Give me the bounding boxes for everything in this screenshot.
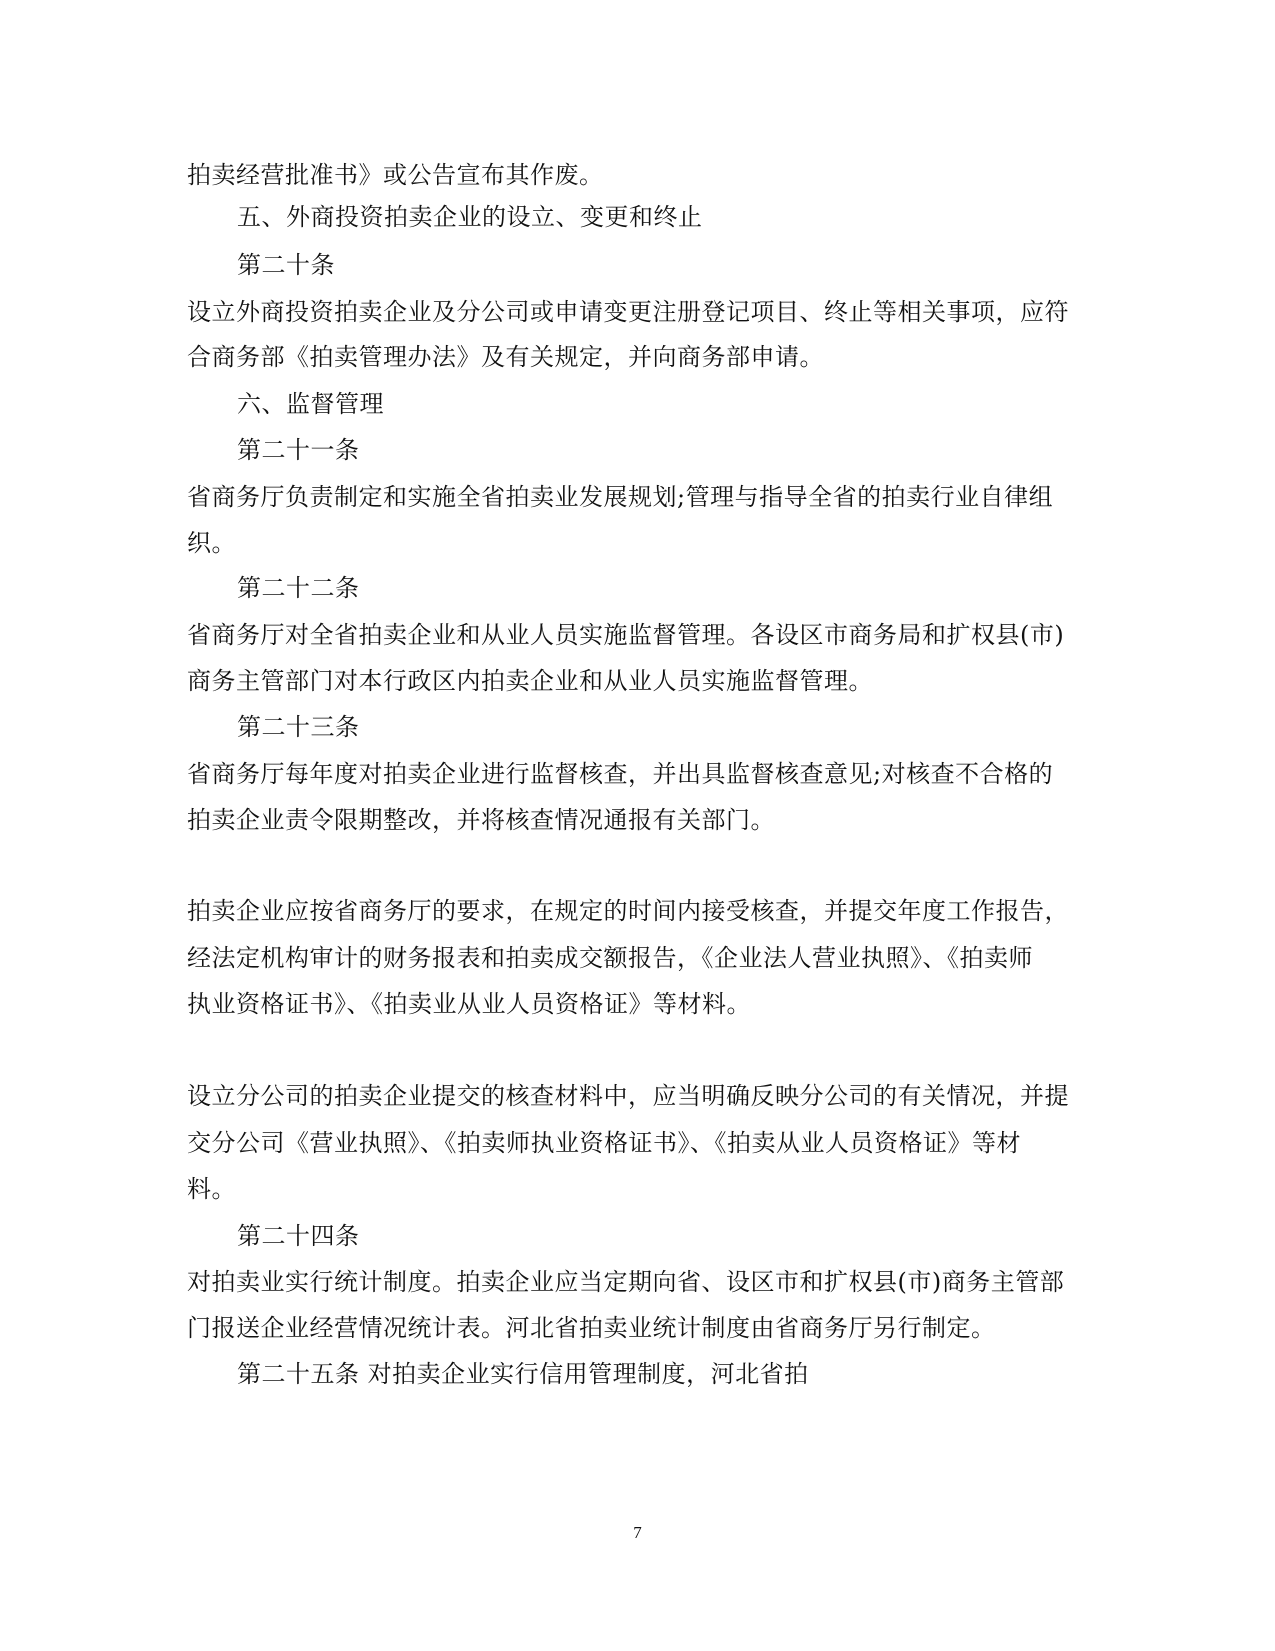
text-line: 料。 [187,1175,236,1203]
text-line: 合商务部《拍卖管理办法》及有关规定，并向商务部申请。 [187,343,824,371]
text-line: 门报送企业经营情况统计表。河北省拍卖业统计制度由省商务厅另行制定。 [187,1314,996,1342]
article-heading: 第二十二条 [237,574,360,602]
section-heading: 六、监督管理 [237,390,384,418]
text-line: 拍卖经营批准书》或公告宣布其作废。 [187,161,604,189]
text-line: 省商务厅对全省拍卖企业和从业人员实施监督管理。各设区市商务局和扩权县(市) [187,621,1065,649]
text-line: 省商务厅负责制定和实施全省拍卖业发展规划;管理与指导全省的拍卖行业自律组 [187,483,1054,511]
text-line: 拍卖企业应按省商务厅的要求，在规定的时间内接受核查，并提交年度工作报告， [187,897,1069,925]
article-heading: 第二十三条 [237,713,360,741]
article-heading: 第二十四条 [237,1222,360,1250]
text-line: 对拍卖业实行统计制度。拍卖企业应当定期向省、设区市和扩权县(市)商务主管部 [187,1268,1065,1296]
text-line: 织。 [187,529,236,557]
text-line: 设立分公司的拍卖企业提交的核查材料中，应当明确反映分公司的有关情况，并提 [187,1082,1069,1110]
page-number: 7 [633,1523,642,1542]
text-line: 商务主管部门对本行政区内拍卖企业和从业人员实施监督管理。 [187,667,873,695]
article-heading: 第二十五条 对拍卖企业实行信用管理制度，河北省拍 [237,1360,809,1388]
section-heading: 五、外商投资拍卖企业的设立、变更和终止 [237,203,703,231]
text-line: 经法定机构审计的财务报表和拍卖成交额报告，《企业法人营业执照》、《拍卖师 [187,944,1033,972]
text-line: 拍卖企业责令限期整改，并将核查情况通报有关部门。 [187,806,775,834]
article-heading: 第二十一条 [237,436,360,464]
text-line: 设立外商投资拍卖企业及分公司或申请变更注册登记项目、终止等相关事项，应符 [187,298,1069,326]
article-heading: 第二十条 [237,251,335,279]
text-line: 省商务厅每年度对拍卖企业进行监督核查，并出具监督核查意见;对核查不合格的 [187,760,1054,788]
text-line: 交分公司《营业执照》、《拍卖师执业资格证书》、《拍卖从业人员资格证》等材 [187,1129,1021,1157]
text-line: 执业资格证书》、《拍卖业从业人员资格证》等材料。 [187,990,751,1018]
